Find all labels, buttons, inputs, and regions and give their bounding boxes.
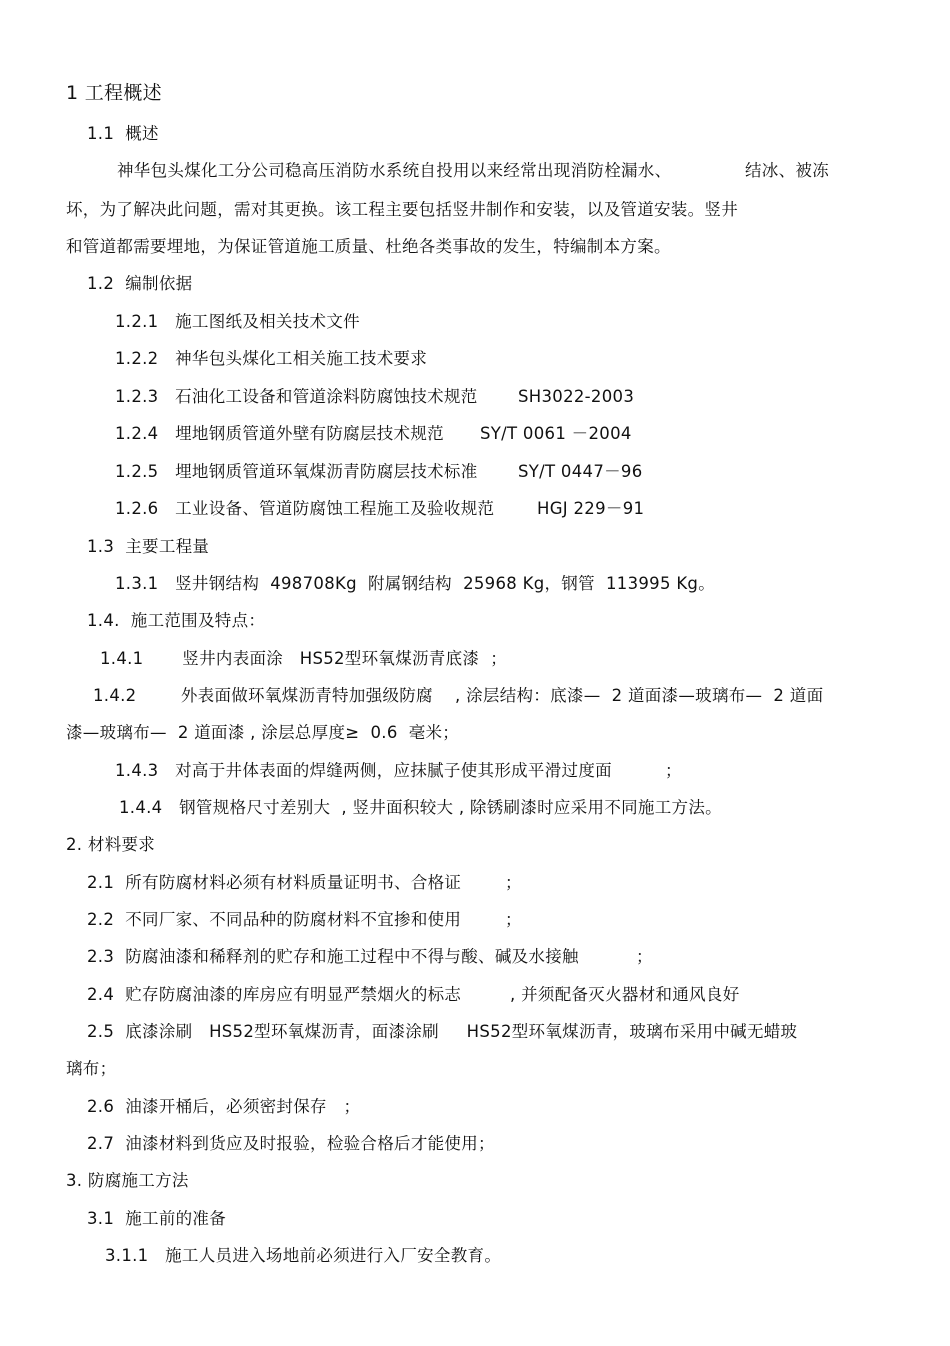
list-item: 1.2.6 工业设备、管道防腐蚀工程施工及验收规范: [115, 499, 495, 518]
list-item: 1.4.3 对高于井体表面的焊缝两侧，应抹腻子使其形成平滑过度面: [115, 761, 612, 780]
list-item: 1.2.1 施工图纸及相关技术文件: [115, 312, 360, 331]
list-item: 3.1.1 施工人员进入场地前必须进行入厂安全教育。: [105, 1246, 502, 1265]
section-heading-2: 2. 材料要求: [66, 835, 156, 854]
list-item-end: ；: [665, 761, 682, 780]
list-item-end: ；: [505, 910, 522, 929]
list-item: 1.3.1 竖井钢结构 498708Kg 附属钢结构 25968 Kg，钢管 113995 Kg。: [115, 574, 716, 593]
list-item-end: , 并须配备灭火器材和通风良好: [510, 985, 740, 1004]
list-item-continuation: 璃布；: [66, 1059, 117, 1078]
list-item: 2.7 油漆材料到货应及时报验，检验合格后才能使用；: [87, 1134, 495, 1153]
list-item-end: ；: [636, 947, 653, 966]
list-item-end: ；: [505, 873, 522, 892]
paragraph-text: 和管道都需要埋地，为保证管道施工质量、杜绝各类事故的发生，特编制本方案。: [66, 237, 671, 256]
list-item-continuation: 漆—玻璃布— 2 道面漆 , 涂层总厚度≥ 0.6 毫米；: [66, 723, 460, 742]
list-item: 1.2.2 神华包头煤化工相关施工技术要求: [115, 349, 428, 368]
list-item: 2.3 防腐油漆和稀释剂的贮存和施工过程中不得与酸、碱及水接触: [87, 947, 579, 966]
paragraph-text: 结冰、被冻: [745, 161, 829, 180]
list-item: 1.4.1 竖井内表面涂 HS52型环氧煤沥青底漆 ；: [100, 649, 508, 668]
paragraph-text: 神华包头煤化工分公司稳高压消防水系统自投用以来经常出现消防栓漏水、: [117, 161, 672, 180]
subsection-3-1: 3.1 施工前的准备: [87, 1209, 227, 1228]
list-item: 2.1 所有防腐材料必须有材料质量证明书、合格证: [87, 873, 462, 892]
subsection-1-1: 1.1 概述: [87, 124, 159, 143]
section-heading-1: 1 工程概述: [66, 82, 162, 104]
list-item: 1.2.3 石油化工设备和管道涂料防腐蚀技术规范: [115, 387, 478, 406]
standard-code: SY/T 0447－96: [518, 462, 643, 481]
standard-code: SY/T 0061 －2004: [480, 424, 632, 443]
list-item: 1.4.4 钢管规格尺寸差别大 , 竖井面积较大 , 除锈刷漆时应采用不同施工方法。: [119, 798, 722, 817]
standard-code: HGJ 229－91: [537, 499, 645, 518]
list-item: 2.5 底漆涂刷 HS52型环氧煤沥青，面漆涂刷 HS52型环氧煤沥青，玻璃布采用中碱无蜡玻: [87, 1022, 798, 1041]
subsection-1-4: 1.4. 施工范围及特点：: [87, 611, 266, 630]
list-item: 1.2.4 埋地钢质管道外壁有防腐层技术规范: [115, 424, 444, 443]
subsection-1-3: 1.3 主要工程量: [87, 537, 210, 556]
list-item: 2.2 不同厂家、不同品种的防腐材料不宜掺和使用: [87, 910, 462, 929]
list-item: 1.4.2 外表面做环氧煤沥青特加强级防腐 , 涂层结构：底漆— 2 道面漆—玻璃布— 2 道面: [93, 686, 824, 705]
section-heading-3: 3. 防腐施工方法: [66, 1171, 189, 1190]
paragraph-text: 坏，为了解决此问题，需对其更换。该工程主要包括竖井制作和安装，以及管道安装。竖井: [66, 200, 738, 219]
list-item: 2.4 贮存防腐油漆的库房应有明显严禁烟火的标志: [87, 985, 462, 1004]
list-item: 2.6 油漆开桶后，必须密封保存 ；: [87, 1097, 361, 1116]
standard-code: SH3022-2003: [518, 387, 635, 406]
list-item: 1.2.5 埋地钢质管道环氧煤沥青防腐层技术标准: [115, 462, 478, 481]
subsection-1-2: 1.2 编制依据: [87, 274, 193, 293]
